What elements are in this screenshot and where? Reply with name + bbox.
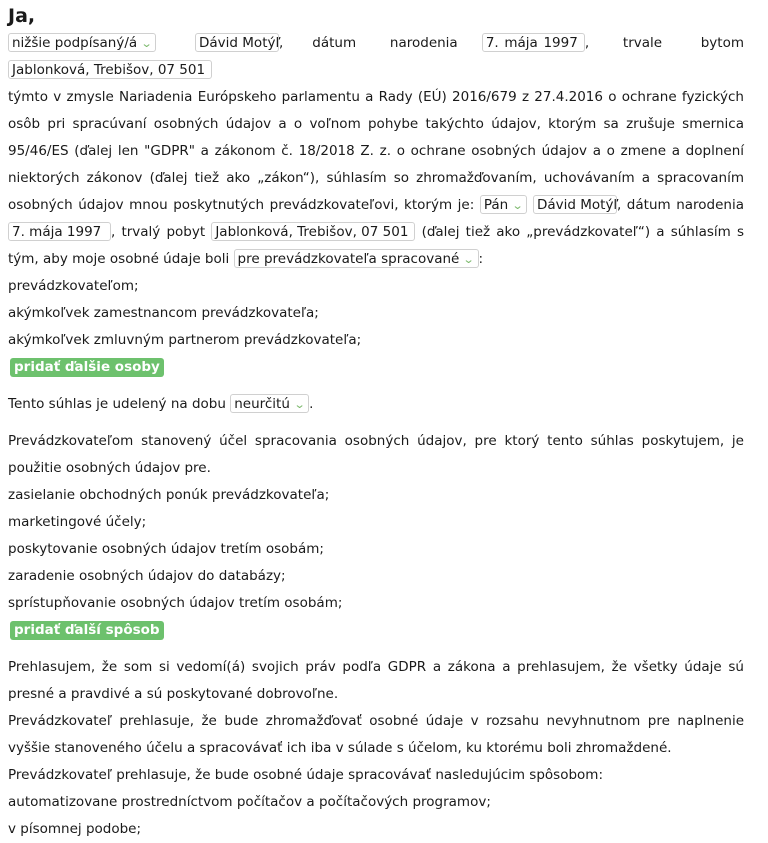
chevron-down-icon: ⌄ bbox=[462, 253, 475, 266]
signer-birth-date-field[interactable]: 7. mája 1997 bbox=[482, 33, 585, 52]
list-item: akýmkoľvek zmluvným partnerom prevádzkovateľa; bbox=[8, 332, 362, 348]
operator-birth-date-field[interactable]: 7. mája 1997 bbox=[8, 222, 111, 241]
recipients-list bbox=[8, 273, 744, 354]
operator-perm-text: , trvalý pobyt bbox=[111, 224, 206, 240]
operator-after-address: (ďalej tiež ako „prevádzkovateľ“) a súhlasím s tým, aby moje osobné údaje boli bbox=[8, 224, 744, 267]
signer-line: nižšie podpísaný/á ⌄ Dávid Motýľ, dátum narodenia 7. mája 1997 , trvale bytom Jablonková, Trebišov, 07 501 bbox=[8, 30, 744, 84]
perm-label-2: bytom bbox=[700, 35, 744, 51]
processed-by-select[interactable] bbox=[234, 249, 479, 268]
chevron-down-icon: ⌄ bbox=[293, 398, 306, 411]
operator-name-field[interactable]: Dávid Motýľ bbox=[533, 195, 617, 214]
purpose-paragraph: Prevádzkovateľom stanovený účel spracovania osobných údajov, pre ktorý tento súhlas poskytujem, je použitie osobných údajov pre. bbox=[8, 433, 744, 476]
signer-address-field[interactable]: Jablonková, Trebišov, 07 501 bbox=[8, 60, 212, 79]
processed-by-value: pre prevádzkovateľa spracované bbox=[237, 251, 460, 267]
role-select-value: nižšie podpísaný/á bbox=[12, 35, 138, 51]
methods-list bbox=[8, 789, 744, 843]
declaration-3: Prevádzkovateľ prehlasuje, že bude osobné údaje spracovávať nasledujúcim spôsobom: bbox=[8, 767, 603, 783]
list-item: zasielanie obchodných ponúk prevádzkovateľa; bbox=[8, 487, 330, 503]
chevron-down-icon: ⌄ bbox=[511, 199, 524, 212]
duration-select[interactable] bbox=[230, 394, 309, 413]
signer-name-field[interactable]: Dávid Motýľ bbox=[195, 33, 279, 52]
duration-text: Tento súhlas je udelený na dobu bbox=[8, 396, 226, 412]
role-select[interactable] bbox=[8, 33, 156, 52]
list-item: zaradenie osobných údajov do databázy; bbox=[8, 568, 286, 584]
chevron-down-icon: ⌄ bbox=[140, 37, 153, 50]
duration-line bbox=[8, 391, 744, 418]
add-persons-button[interactable]: pridať ďalšie osoby bbox=[10, 358, 164, 377]
operator-title-value: Pán bbox=[483, 197, 509, 213]
duration-value: neurčitú bbox=[234, 396, 290, 412]
list-item: prevádzkovateľom; bbox=[8, 278, 139, 294]
list-item: v písomnej podobe; bbox=[8, 821, 142, 837]
perm-label: trvale bbox=[622, 35, 663, 51]
intro-paragraph bbox=[8, 84, 744, 273]
colon: : bbox=[478, 251, 484, 267]
operator-address-field[interactable]: Jablonková, Trebišov, 07 501 bbox=[211, 222, 415, 241]
declaration-2: Prevádzkovateľ prehlasuje, že bude zhromažďovať osobné údaje v rozsahu nevyhnutnom pre naplnenie vyššie stanoveného účelu a spracovávať ich iba v súlade s účelom, ku ktorému boli zhromaždené. bbox=[8, 713, 744, 756]
operator-title-select[interactable] bbox=[480, 195, 528, 214]
add-method-button[interactable]: pridať ďalší spôsob bbox=[10, 621, 164, 640]
intro-text: týmto v zmysle Nariadenia Európskeho parlamentu a Rady (EÚ) 2016/679 z 27.4.2016 o ochrane fyzických osôb pri spracúvaní osobných údajov a o voľnom pohybe takýchto údajov, ktorým sa zrušuje smernica 95/46/ES (ďalej len "GDPR" a zákonom č. 18/2018 Z. z. o ochrane osobných údajov a o zmene a doplnení niektorých zákonov (ďalej tiež ako „zákon“), súhlasím so zhromažďovaním, uchovávaním a spracovaním osobných údajov mnou poskytnutých prevádzkovateľovi, ktorým je: bbox=[8, 89, 744, 213]
list-item: poskytovanie osobných údajov tretím osobám; bbox=[8, 541, 324, 557]
duration-end: . bbox=[309, 396, 314, 412]
birth-label-2: narodenia bbox=[389, 35, 458, 51]
page-title: Ja, bbox=[8, 5, 36, 27]
list-item: akýmkoľvek zamestnancom prevádzkovateľa; bbox=[8, 305, 319, 321]
list-item: marketingové účely; bbox=[8, 514, 147, 530]
birth-label: dátum bbox=[312, 35, 357, 51]
operator-birth-text: , dátum narodenia bbox=[616, 197, 744, 213]
list-item: automatizovane prostredníctvom počítačov a počítačových programov; bbox=[8, 794, 491, 810]
purposes-list bbox=[8, 482, 744, 617]
declaration-1: Prehlasujem, že som si vedomí(á) svojich práv podľa GDPR a zákona a prehlasujem, že všetky údaje sú presné a pravdivé a sú poskytované dobrovoľne. bbox=[8, 659, 744, 702]
list-item: sprístupňovanie osobných údajov tretím osobám; bbox=[8, 595, 343, 611]
